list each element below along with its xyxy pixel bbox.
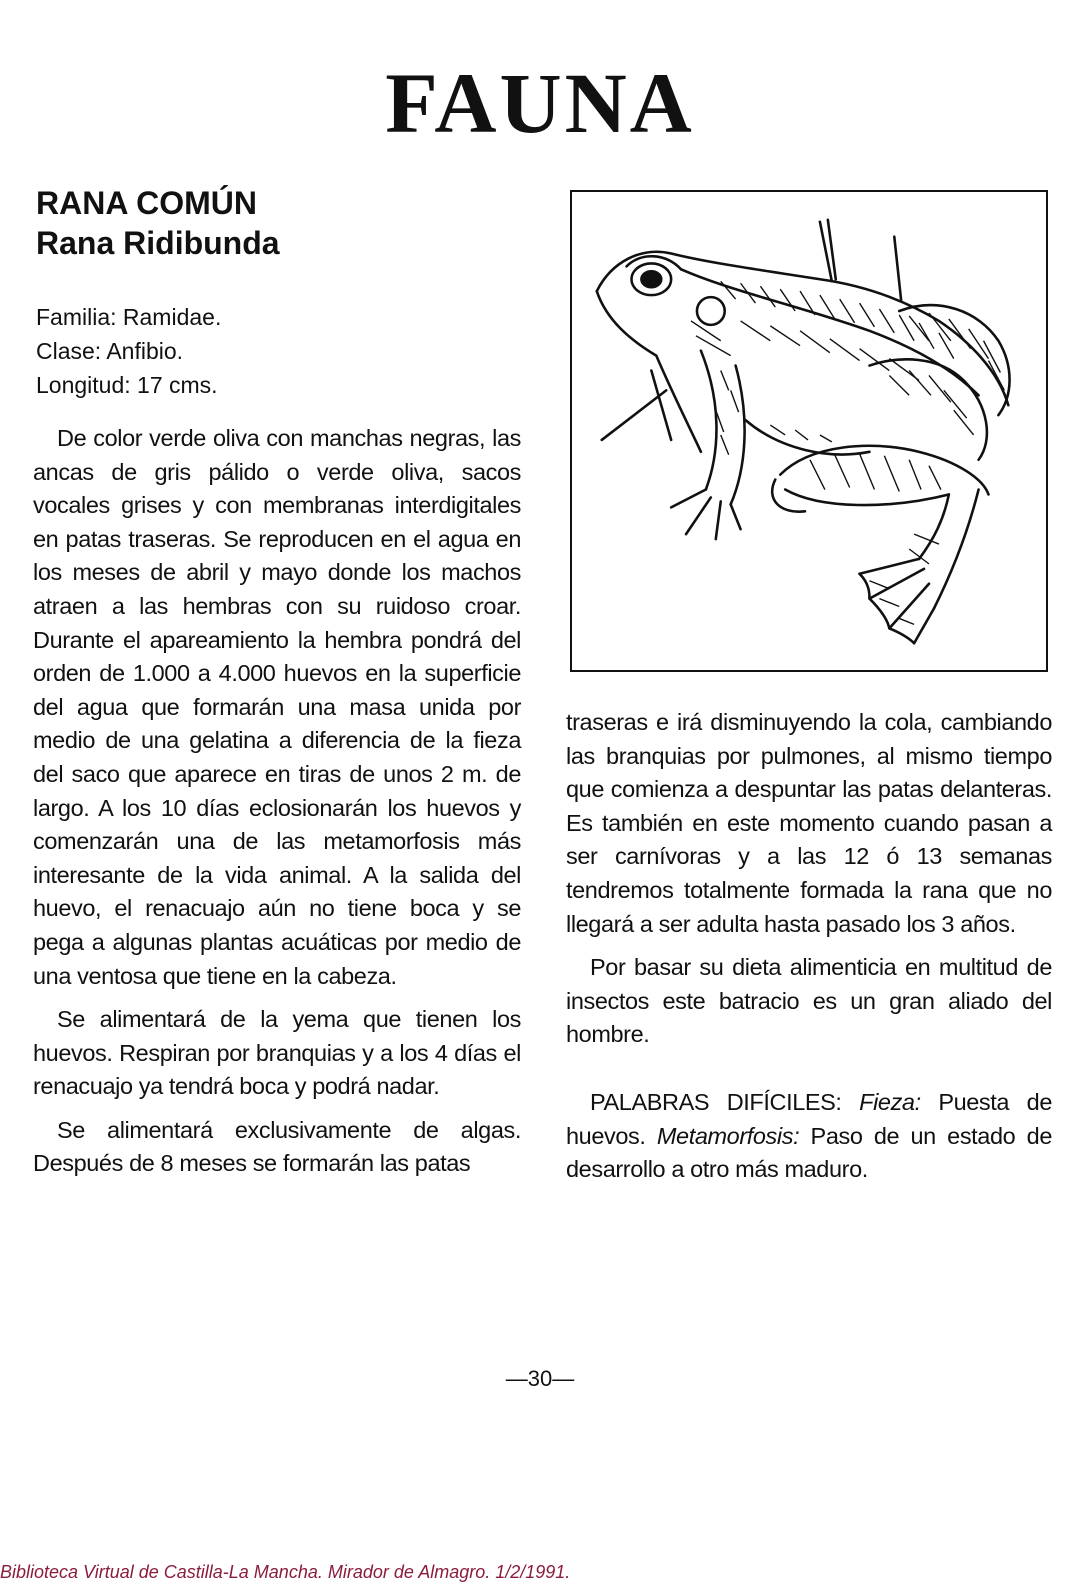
paragraph: traseras e irá disminuyendo la cola, cambiando las branquias por pulmones, al mismo tiempo que comienza a despuntar las patas delanteras. Es también en este momento cuando pasan a ser carnívoras y a las 12 ó 13 semanas tendremos totalmente formada la rana que no llegará a ser adulta hasta pasado los 3 años. [566, 709, 1052, 937]
frog-illustration-icon [572, 192, 1046, 670]
fact-family: Familia: Ramidae. [36, 304, 222, 330]
glossary-label: PALABRAS DIFÍCILES: [590, 1088, 842, 1115]
footer-source: Biblioteca Virtual de Castilla-La Mancha. Mirador de Almagro. 1/2/1991. [0, 1562, 571, 1582]
glossary-term: Fieza: [859, 1088, 921, 1115]
page-number: —30— [505, 1366, 575, 1391]
paragraph: De color verde oliva con manchas negras, las ancas de gris pálido o verde oliva, sacos vocales grises y con membranas interdigitales en patas traseras. Se reproducen en el agua en los meses de abril y mayo donde los machos atraen a las hembras con su ruidoso croar. Durante el apareamiento la hembra pondrá del orden de 1.000 a 4.000 huevos en la superficie del agua que formarán una masa unida por medio de una gelatina a diferencia de la fieza del saco que aparece en tiras de unos 2 m. de largo. A los 10 días eclosionarán los huevos y comenzarán una de las metamorfosis más interesante de la vida animal. A la salida del huevo, el renacuajo aún no tiene boca y se pega a algunas plantas acuáticas por medio de una ventosa que tiene en la cabeza. [33, 425, 521, 989]
page-title: FAUNA [385, 55, 695, 151]
right-column [566, 706, 1052, 1197]
glossary-term: Metamorfosis: [656, 1122, 800, 1149]
paragraph: Por basar su dieta alimenticia en multitud de insectos este batracio es un gran aliado del hombre. [566, 954, 1052, 1048]
frog-illustration [570, 190, 1048, 672]
fact-length: Longitud: 17 cms. [36, 372, 218, 398]
glossary-definition: Paso de un estado de desarrollo a otro más maduro. [566, 1122, 1052, 1183]
species-heading [36, 183, 280, 263]
glossary [566, 1086, 1052, 1187]
paragraph: Se alimentará exclusivamente de algas. Después de 8 meses se formarán las patas [33, 1116, 521, 1177]
fact-class: Clase: Anfibio. [36, 338, 184, 364]
species-facts [36, 300, 221, 402]
scientific-name: Rana Ridibunda [36, 225, 280, 261]
paragraph: Se alimentará de la yema que tienen los huevos. Respiran por branquias y a los 4 días el renacuajo ya tendrá boca y podrá nadar. [33, 1006, 521, 1100]
left-column [33, 422, 521, 1191]
glossary-definition: Puesta de huevos. [566, 1088, 1052, 1149]
common-name: RANA COMÚN [36, 185, 258, 221]
